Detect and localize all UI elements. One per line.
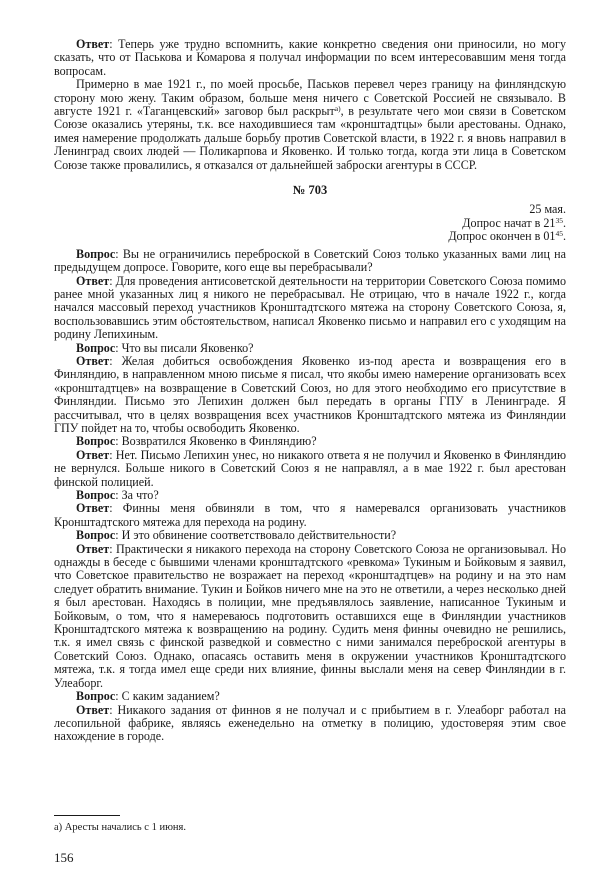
answer-paragraph [54,704,566,744]
dialogue-text: : Что вы писали Яковенко? [115,340,254,355]
answer-paragraph [54,355,566,435]
dialogue-text: : Возвратился Яковенко в Финляндию? [115,434,317,449]
answer-paragraph [54,543,566,690]
question-paragraph [54,690,566,703]
paragraph-text: : Теперь уже трудно вспомнить, какие конкретно сведения они приносили, но могу сказать, что от Паськова и Комарова я получал информации по всем интересовавшим меня тогда вопросам. [54,37,566,78]
answer-label: Ответ [76,541,110,556]
document-number: № 703 [292,183,328,198]
dialogue-text: : Вы не ограничились переброской в Советский Союз только указанных вами лиц на предыдущем допросе. Говорите, кого еще вы перебрасывали? [54,246,566,275]
answer-label: Ответ [76,447,110,462]
paragraph-narrative [54,78,566,172]
question-paragraph [54,435,566,448]
dialogue-text: : Практически я никакого перехода на сторону Советского Союза не организовывал. Но однажды в беседе с бывшими членами кронштадтского «ревкома» Тукиным и Бойковым я заявил, что Советское правительство не возражает на переход «кронштадтцев» на родину и на это нам следует обратить внимание. Тукин и Бойков ничего мне на это не ответили, а через несколько дней я был арестован. Находясь в полиции, мне предъявлялось заявление, написанное Тукиным и Бойковым, о том, что я намереваюсь подготовить оставшихся еще в Финляндии участников Кронштадтского мятежа к возвращению на родину. Судить меня финны очевидно не решились, т.к. я имел связь с финской разведкой и совместно с ними занимался переброской агентуры в Советский Союз. Однако, опасаясь оставить меня в окружении участников Кронштадтского мятежа, т.к. я тогда имел еще среди них влияние, финны выслали меня на север Финляндии в г. Улеаборг. [54,541,566,690]
dialogue-section [54,248,566,744]
answer-label: Ответ [76,37,110,51]
end-minutes: 45 [555,229,563,239]
document-date: 25 мая. [529,202,566,217]
question-paragraph [54,489,566,502]
answer-label: Ответ [76,273,110,288]
dialogue-text: : С каким заданием? [115,689,220,704]
paragraph-text: Примерно в мае 1921 г., по моей просьбе, Паськов перевел через границу на финляндскую сторону мою жену. Таким образом, больше меня ничего с Советской Россией не связывало. В августе 1921 г. «Таганцевский» заговор был раскрыт [54,77,566,119]
footnote-reference: a) [334,104,341,114]
question-label: Вопрос [76,434,116,449]
answer-paragraph [54,502,566,529]
answer-label: Ответ [76,501,110,516]
dialogue-text: : Финны меня обвиняли в том, что я намеревался организовать участников Кронштадтского мятежа для перехода на родину. [54,501,566,529]
answer-paragraph [54,275,566,342]
footnote [54,822,186,834]
paragraph-text: , в результате чего мои связи в Советском Союзе оказались утеряны, т.к. все находившиеся там «кронштадтцы» были арестованы. Однако, имея намерение продолжать дальше борьбу против Советской власти, в 1922 г. я вновь направил в Ленинград своих людей — Поликарпова и Яковенко. И только тогда, когда эти лица в Советском Союзе также провалились, я отказался от дальнейшей заброски агентуры в СССР. [54,104,566,172]
interrogation-start: Допрос начат в $21^{35}$. [462,215,566,230]
answer-label: Ответ [76,353,110,368]
main-text-column [54,38,566,744]
paragraph-answer-intro [54,38,566,78]
dialogue-text: : Желая добиться освобождения Яковенко из-под ареста и возвращения его в Финляндию, в направленном мною письме я писал, что якобы имею намерение организовать всех «кронштадтцев» на возвращение в Советский Союз, но для этого необходимо его присутствие в Финляндии. Письмо это Лепихин должен был передать в органы ГПУ в Ленинграде. Я рассчитывал, что в целях возвращения всех участников Кронштадтского мятежа из Финляндии ГПУ пойдет на то, чтобы освободить Яковенко. [54,353,566,435]
answer-label: Ответ [76,702,110,717]
dialogue-text: : И это обвинение соответствовало действительности? [115,528,397,543]
dialogue-text: : За что? [115,488,159,502]
footnote-mark: а) [54,822,63,833]
question-label: Вопрос [76,528,116,543]
question-paragraph [54,248,566,275]
answer-paragraph [54,449,566,489]
start-minutes: 35 [555,215,563,225]
dialogue-text: : Никакого задания от финнов я не получал и с прибытием в г. Улеаборг работал на лесопильной фабрике, являясь еженедельно на отметку в полицию, удостоверяя этим свое нахождение в городе. [54,702,566,744]
question-paragraph [54,342,566,355]
end-text: Допрос окончен в 01 [448,229,556,244]
question-paragraph [54,529,566,542]
start-text: Допрос начат в 21 [462,215,556,230]
question-label: Вопрос [76,246,116,261]
dialogue-text: : Нет. Письмо Лепихин унес, но никакого ответа я не получил и Яковенко в Финляндию не вернулся. Больше никого в Советский Союз я не направлял, а в мае 1922 г. был арестован финской полицией. [54,447,566,489]
footnote-divider [54,815,120,816]
page-number: 156 [54,850,74,865]
interrogation-end: Допрос окончен в $01^{45}$. [448,229,566,244]
question-label: Вопрос [76,689,116,704]
dialogue-text: : Для проведения антисоветской деятельности на территории Советского Союза помимо ранее мной указанных лиц я никого не перебрасывал. Не отрицаю, что в начале 1922 г., когда начался массовый переход участников Кронштадтского мятежа на сторону Советского Союза, я, воспользовавшись этим обстоятельством, написал Яковенко письмо и направил его с уходящим на родину Лепихиным. [54,273,566,342]
question-label: Вопрос [76,340,116,355]
footnote-text: Аресты начались с 1 июня. [62,822,187,833]
question-label: Вопрос [76,488,116,502]
